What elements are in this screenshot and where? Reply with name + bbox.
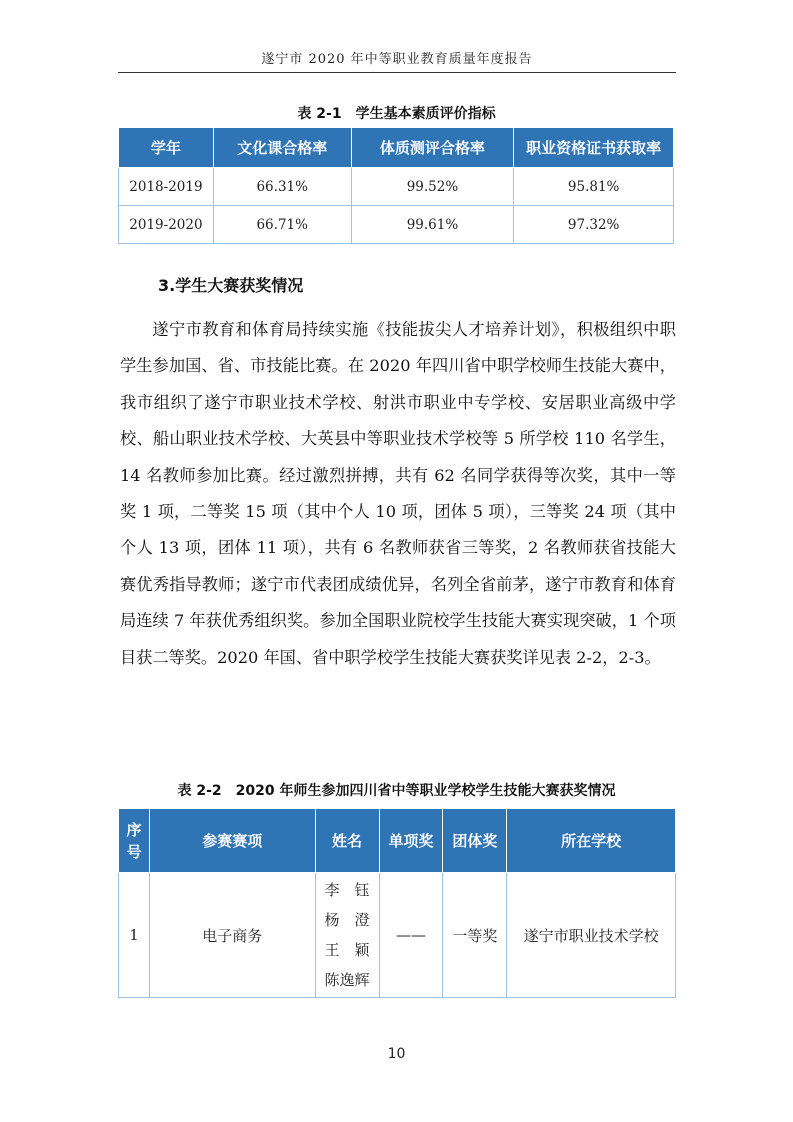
participant-name: 李 钰 — [324, 881, 370, 899]
table1-col-physical-pass-rate: 体质测评合格率 — [351, 128, 514, 168]
table1-col-culture-pass-rate: 文化课合格率 — [213, 128, 351, 168]
table1-cell: 97.32% — [514, 206, 674, 244]
table1-header-row — [119, 128, 674, 168]
table1-col-certificate-rate: 职业资格证书获取率 — [514, 128, 674, 168]
table2-col-team-award: 团体奖 — [443, 809, 507, 873]
table1-cell: 66.71% — [213, 206, 351, 244]
table-competition-awards — [118, 808, 676, 998]
page-number: 10 — [387, 1046, 406, 1062]
body-paragraph: 遂宁市教育和体育局持续实施《技能拔尖人才培养计划》，积极组织中职学生参加国、省、市技能比赛。在 2020 年四川省中职学校师生技能大赛中，我市组织了遂宁市职业技术学校、射洪市职业中专学校、安居职业高级中学校、船山职业技术学校、大英县中等职业技术学校等 5 所学校 110 名学生，14 名教师参加比赛。经过激烈拼搏，共有 62 名同学获得等次奖，其中一等奖 1 项，二等奖 15 项（其中个人 10 项，团体 5 项），三等奖 24 项（其中个人 13 项，团体 11 项），共有 6 名教师获省三等奖，2 名教师获省技能大赛优秀指导教师；遂宁市代表团成绩优异，名列全省前茅，遂宁市教育和体育局连续 7 年获优秀组织奖。参加全国职业院校学生技能大赛实现突破，1 个项目获二等奖。2020 年国、省中职学校学生技能大赛获奖详见表 2-2，2-3。 — [120, 320, 676, 667]
table1-caption: 表 2-1 学生基本素质评价指标 — [297, 106, 496, 122]
participant-name: 王 颖 — [324, 941, 370, 959]
table2-col-school: 所在学校 — [507, 809, 676, 873]
table2-col-seq-line2: 号 — [126, 842, 142, 861]
table2-header-row — [119, 809, 676, 873]
table2-cell-seq: 1 — [119, 873, 150, 998]
table1-cell: 66.31% — [213, 168, 351, 206]
table2-col-seq-line1: 序 — [126, 820, 142, 839]
table1-cell: 95.81% — [514, 168, 674, 206]
header-divider — [118, 72, 676, 73]
table2-col-seq — [119, 809, 150, 873]
table-row — [119, 168, 674, 206]
table2-col-name: 姓名 — [315, 809, 379, 873]
table2-caption: 表 2-2 2020 年师生参加四川省中等职业学校学生技能大赛获奖情况 — [177, 783, 616, 799]
table2-cell-event: 电子商务 — [149, 873, 315, 998]
table2-col-event: 参赛赛项 — [149, 809, 315, 873]
table1-col-year: 学年 — [119, 128, 214, 168]
table-row — [119, 873, 676, 998]
section-heading: 3.学生大赛获奖情况 — [158, 276, 304, 295]
table2-cell-names — [315, 873, 379, 998]
page-header-title: 遂宁市 2020 年中等职业教育质量年度报告 — [261, 52, 533, 67]
table2-col-single-award: 单项奖 — [379, 809, 443, 873]
table1-cell: 2018-2019 — [119, 168, 214, 206]
table1-cell: 99.61% — [351, 206, 514, 244]
participant-name: 杨 澄 — [324, 911, 370, 929]
table1-cell: 99.52% — [351, 168, 514, 206]
table2-cell-school: 遂宁市职业技术学校 — [507, 873, 676, 998]
table2-cell-single-award: —— — [379, 873, 443, 998]
table-row — [119, 206, 674, 244]
participant-name: 陈逸辉 — [324, 971, 370, 989]
table-student-quality — [118, 127, 674, 244]
table2-cell-team-award: 一等奖 — [443, 873, 507, 998]
table1-cell: 2019-2020 — [119, 206, 214, 244]
